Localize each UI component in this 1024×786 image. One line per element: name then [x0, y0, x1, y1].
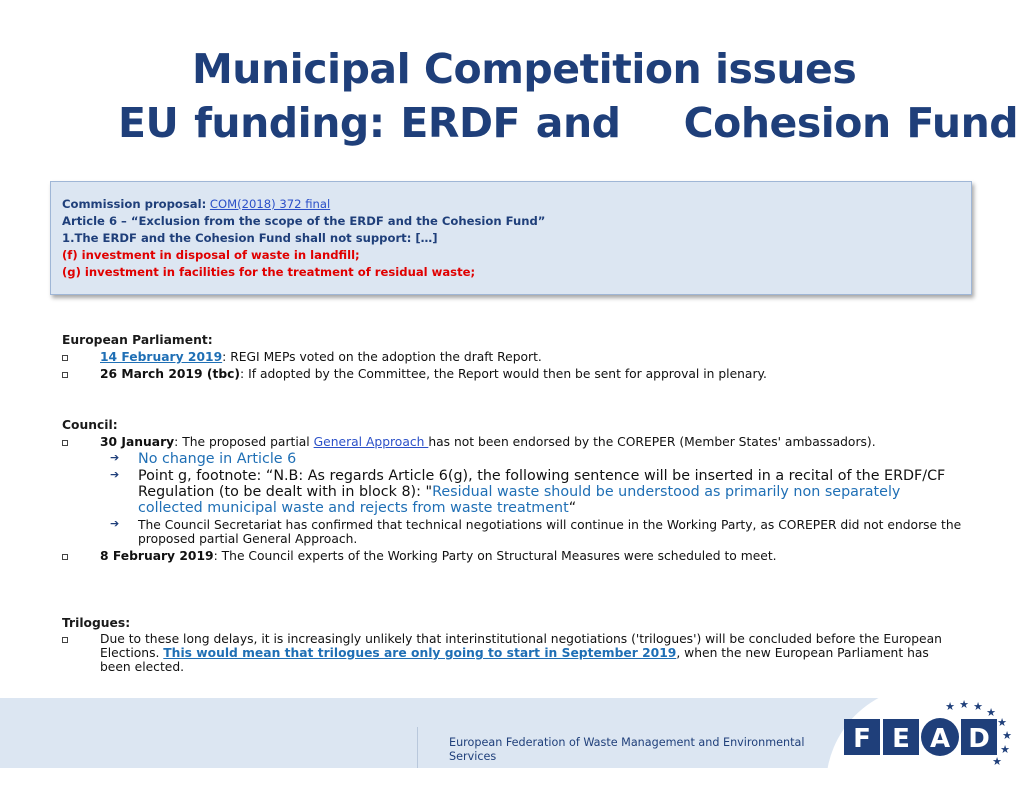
council-date: 30 January	[100, 435, 175, 449]
square-bullet-icon	[62, 440, 68, 446]
council-section	[62, 418, 962, 563]
general-approach-link[interactable]: General Approach	[313, 435, 429, 449]
proposal-point-1: 1.The ERDF and the Cohesion Fund shall not support: […]	[62, 231, 438, 245]
parliament-item-text: : If adopted by the Committee, the Report would then be sent for approval in plenary.	[240, 367, 767, 381]
logo-letter-a: A	[929, 724, 951, 754]
arrow-bullet-icon: ➔	[110, 468, 120, 481]
arrow-bullet-icon: ➔	[110, 451, 120, 464]
parliament-item-1	[62, 350, 962, 364]
star-icon: ★	[997, 716, 1007, 729]
parliament-date-link[interactable]: 14 February 2019	[100, 350, 223, 364]
proposal-article: Article 6 – “Exclusion from the scope of the ERDF and the Cohesion Fund”	[62, 214, 546, 228]
star-icon: ★	[973, 700, 983, 713]
star-icon: ★	[986, 706, 996, 719]
council-sub-item-2	[62, 468, 962, 516]
council-sub-item-3	[62, 518, 962, 546]
council-date: 8 February 2019	[100, 549, 214, 563]
footer-divider	[417, 727, 418, 768]
trilogues-text: Due to these long delays, it is increasingly unlikely that interinstitutional negotiations ('trilogues') will be concluded before the European Elections.	[100, 632, 942, 660]
trilogues-text-end: , when the new European Parliament has been elected.	[100, 646, 929, 674]
council-item-text: : The proposed partial	[174, 435, 314, 449]
parliament-heading: European Parliament:	[62, 333, 213, 347]
star-icon: ★	[1002, 729, 1012, 742]
fead-logo-graphic	[826, 686, 1024, 768]
footer-organisation-name: European Federation of Waste Management and Environmental Services	[449, 736, 805, 763]
trilogues-section	[62, 616, 962, 674]
square-bullet-icon	[62, 637, 68, 643]
council-sub-text: No change in Article 6	[138, 451, 297, 467]
council-heading: Council:	[62, 418, 118, 432]
star-icon: ★	[959, 698, 969, 711]
arrow-bullet-icon: ➔	[110, 517, 120, 530]
council-item-text: : The Council experts of the Working Party on Structural Measures were scheduled to meet.	[213, 549, 777, 563]
parliament-section	[62, 333, 962, 381]
council-item-1	[62, 435, 962, 449]
logo-letter-d: D	[968, 724, 990, 754]
proposal-point-f: (f) investment in disposal of waste in landfill;	[62, 248, 360, 262]
star-icon: ★	[992, 755, 1002, 768]
residual-waste-quote: Residual waste should be understood as primarily non separately collected municipal waste and rejects from waste treatment	[138, 484, 901, 516]
council-item-text-end: has not been endorsed by the COREPER (Member States' ambassadors).	[428, 435, 876, 449]
september-2019-link[interactable]: This would mean that trilogues are only going to start in September 2019	[163, 646, 677, 660]
trilogues-heading: Trilogues:	[62, 616, 131, 630]
square-bullet-icon	[62, 355, 68, 361]
proposal-header-line	[62, 196, 960, 213]
trilogues-item	[62, 632, 962, 674]
logo-letter-e: E	[892, 724, 910, 754]
council-item-2	[62, 549, 962, 563]
council-sub-text: Point g, footnote: “N.B: As regards Article 6(g), the following sentence will be inserted in a recital of the ERDF/CF Regulation (to be dealt with in block 8): "	[138, 468, 946, 500]
council-sub-text: The Council Secretariat has confirmed that technical negotiations will continue in the Working Party, as COREPER did not endorse the proposed partial General Approach.	[138, 518, 962, 546]
parliament-date: 26 March 2019 (tbc)	[100, 367, 241, 381]
title-line-1: Municipal Competition issues	[192, 45, 857, 93]
proposal-point-g: (g) investment in facilities for the treatment of residual waste;	[62, 265, 476, 279]
council-sub-text-end: “	[568, 500, 577, 516]
proposal-document-link[interactable]: COM(2018) 372 final	[209, 197, 331, 211]
parliament-item-2	[62, 367, 962, 381]
title-line-2: EU funding: ERDF and Cohesion Fund	[118, 99, 1019, 147]
fead-logo	[826, 686, 1024, 786]
parliament-item-text: : REGI MEPs voted on the adoption the draft Report.	[222, 350, 542, 364]
commission-proposal-box	[50, 181, 972, 295]
council-sub-item-1	[62, 451, 962, 467]
square-bullet-icon	[62, 554, 68, 560]
star-icon: ★	[945, 700, 955, 713]
proposal-label: Commission proposal:	[62, 197, 207, 211]
square-bullet-icon	[62, 372, 68, 378]
star-icon: ★	[1000, 743, 1010, 756]
logo-letter-f: F	[853, 724, 871, 754]
